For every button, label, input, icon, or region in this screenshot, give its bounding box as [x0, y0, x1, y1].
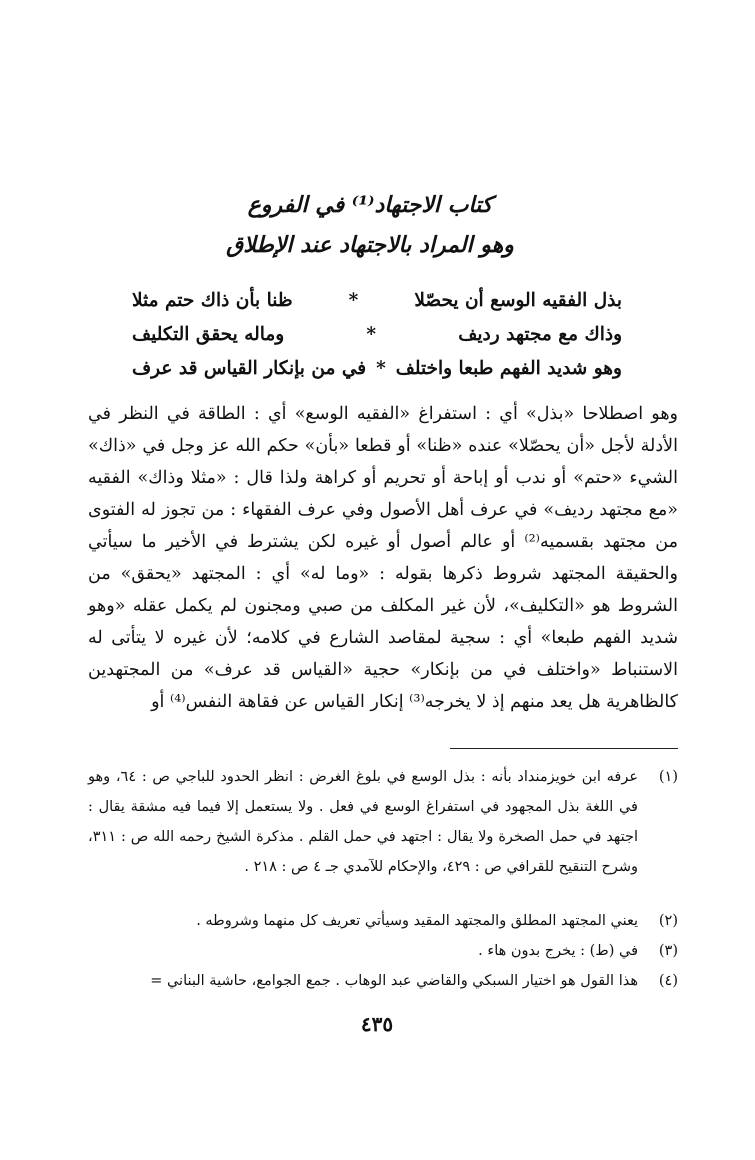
footnote-text: في (ط) : يخرج بدون هاء .: [478, 943, 638, 959]
footnote-text: يعني المجتهد المطلق والمجتهد المقيد وسيأتي تعريف كل منهما وشروطه .: [196, 913, 638, 929]
chapter-subtitle: وهو المراد بالاجتهاد عند الإطلاق: [226, 232, 514, 258]
verse-separator: *: [366, 324, 377, 345]
footnote-number: (٢): [658, 913, 678, 929]
chapter-title: كتاب الاجتهاد⁽¹⁾ في الفروع: [247, 192, 493, 218]
footnote-text: هذا القول هو اختيار السبكي والقاضي عبد الوهاب . جمع الجوامع، حاشية البناني =: [150, 973, 638, 989]
footnote-text: عرفه ابن خويزمنداد بأنه : بذل الوسع في بلوغ الغرض : انظر الحدود للباجي ص : ٦٤، وهو في اللغة بذل المجهود في استفراغ الوسع في فعل . ولا يستعمل إلا فيما فيه مشقة يقال : اجتهد في حمل الصخرة ولا يقال : اجتهد في حمل القلم . مذكرة الشيخ رحمه الله ص : ٣١١، وشرح التنقيح للقرافي ص : ٤٢٩، والإحكام للآمدي جـ ٤ ص : ٢١٨ .: [88, 769, 638, 875]
poem-verses: [132, 290, 622, 392]
verse-second-hemistich: ظنا بأن ذاك حتم مثلا: [132, 290, 293, 311]
footnote: [88, 966, 678, 996]
verse-line: [132, 290, 622, 324]
verse-second-hemistich: في من بإنكار القياس قد عرف: [132, 358, 367, 379]
verse-line: [132, 324, 622, 358]
footnote-number: (١): [658, 769, 678, 785]
page-number: ٤٣٥: [360, 1012, 394, 1036]
verse-first-hemistich: بذل الفقيه الوسع أن يحصّلا: [414, 290, 622, 311]
verse-second-hemistich: وماله يحقق التكليف: [132, 324, 285, 345]
verse-separator: *: [348, 290, 359, 311]
verse-line: [132, 358, 622, 392]
commentary-paragraph: وهو اصطلاحا «بذل» أي : استفراغ «الفقيه الوسع» أي : الطاقة في النظر في الأدلة لأجل «أن يحصّلا» عنده «ظنا» أو قطعا «بأن» حكم الله عز وجل في «ذاك» الشيء «حتم» أو ندب أو إباحة أو تحريم أو كراهة ولذا قال : «مثلا وذاك» الفقيه «مع مجتهد رديف» في عرف أهل الأصول وفي عرف الفقهاء : من تجوز له الفتوى من مجتهد بقسميه⁽²⁾ أو عالم أصول أو غيره لكن يشترط في الأخير ما سيأتي والحقيقة المجتهد شروط ذكرها بقوله : «وما له» أي : المجتهد «يحقق» من الشروط هو «التكليف»، لأن غير المكلف من صبي ومجنون لم يكمل عقله «وهو شديد الفهم طبعا» أي : سجية لمقاصد الشارع في كلامه؛ لأن غيره لا يتأتى له الاستنباط «واختلف في من بإنكار» حجية «القياس قد عرف» من المجتهدين كالظاهرية هل يعد منهم إذ لا يخرجه⁽³⁾ إنكار القياس عن فقاهة النفس⁽⁴⁾ أو: [88, 404, 679, 712]
verse-first-hemistich: وهو شديد الفهم طبعا واختلف: [395, 358, 622, 379]
footnote: [88, 906, 678, 936]
verse-first-hemistich: وذاك مع مجتهد رديف: [458, 324, 622, 345]
verse-separator: *: [376, 358, 386, 379]
footnote-number: (٣): [658, 943, 678, 959]
footnote-number: (٤): [658, 973, 678, 989]
footnote-divider: [450, 748, 678, 749]
footnote: [88, 762, 678, 882]
footnote: [88, 936, 678, 966]
